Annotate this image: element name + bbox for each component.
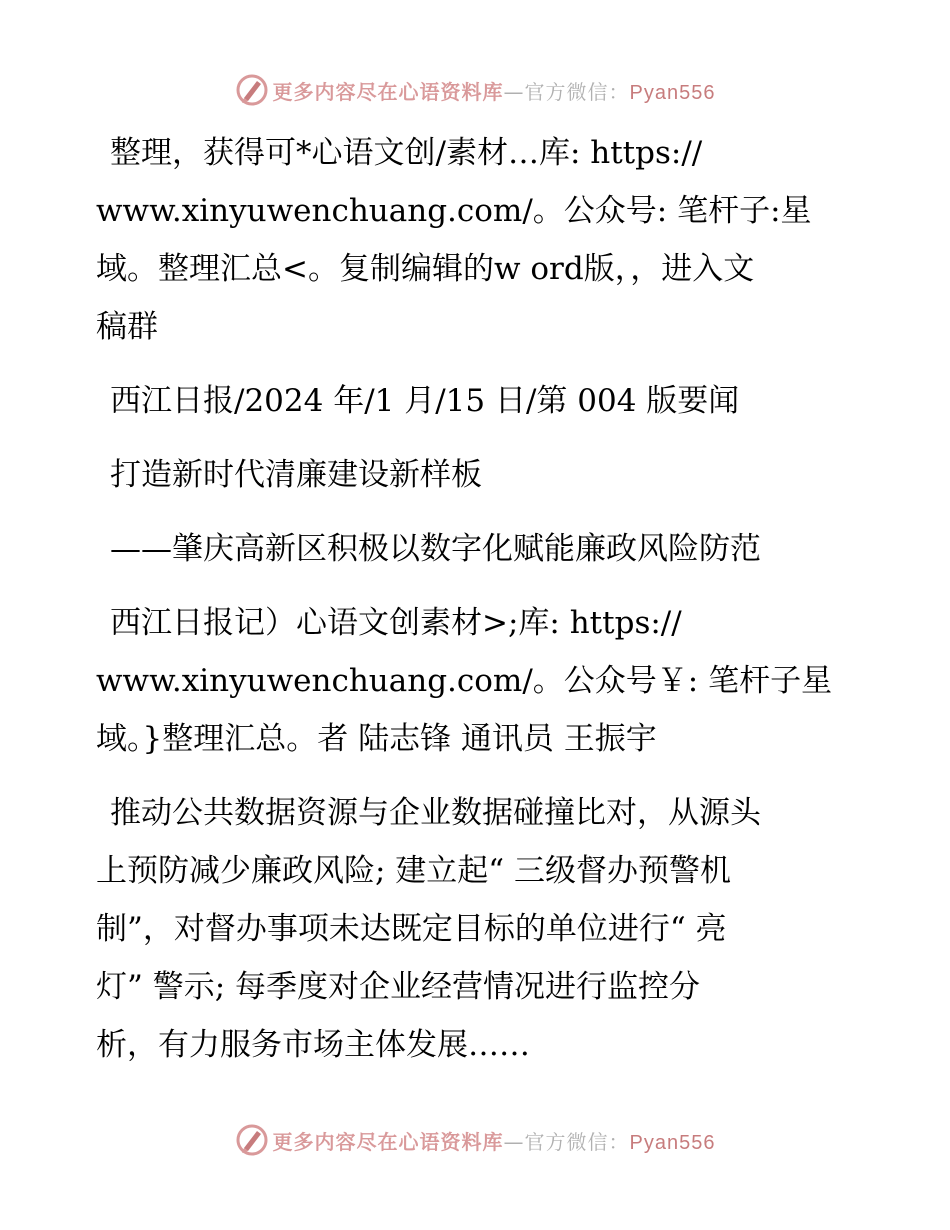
banner-separator: — <box>503 1129 525 1154</box>
subheadline: ——肇庆高新区积极以数字化赋能廉政风险防范 <box>110 531 761 567</box>
banner-wechat-label: 官方微信： <box>524 79 630 104</box>
document-body <box>96 124 836 1090</box>
lead-paragraph <box>96 784 836 1074</box>
headline: 打造新时代清廉建设新样板 <box>110 457 482 493</box>
banner-site-name: 更多内容尽在心语资料库 <box>272 79 504 104</box>
text-line: www.xinyuwenchuang.com/。公众号: 笔杆子:星 <box>96 193 812 229</box>
header-banner <box>0 70 950 110</box>
text-line: 灯” 警示; 每季度对企业经营情况进行监控分 <box>96 969 700 1005</box>
text-line: 稿群 <box>96 309 158 345</box>
text-line: 整理，获得可*心语文创/素材…库: https:// <box>110 135 703 171</box>
intro-paragraph <box>96 124 836 356</box>
header-banner-text <box>273 76 716 105</box>
banner-wechat-id: Pyan556 <box>629 81 716 104</box>
text-line: 西江日报记）心语文创素材>;库: https:// <box>110 605 682 641</box>
banner-wechat-id: Pyan556 <box>629 1131 716 1154</box>
footer-banner-text <box>273 1126 716 1155</box>
text-line: 上预防减少廉政风险; 建立起“ 三级督办预警机 <box>96 853 731 889</box>
text-line: 析，有力服务市场主体发展…… <box>96 1027 530 1063</box>
dateline: 西江日报/2024 年/1 月/15 日/第 004 版要闻 <box>110 383 740 419</box>
pen-logo-icon <box>235 1123 269 1157</box>
footer-banner <box>0 1120 950 1160</box>
byline-paragraph <box>96 594 836 768</box>
text-line: 制”，对督办事项未达既定目标的单位进行“ 亮 <box>96 911 727 947</box>
text-line: 域。整理汇总<。复制编辑的w ord版，，进入文 <box>96 251 755 287</box>
text-line: 域。}整理汇总。者 陆志锋 通讯员 王振宇 <box>96 721 657 757</box>
header-banner-content <box>235 73 716 107</box>
text-line: 推动公共数据资源与企业数据碰撞比对，从源头 <box>110 795 761 831</box>
text-line: www.xinyuwenchuang.com/。公众号￥: 笔杆子星 <box>96 663 833 699</box>
banner-separator: — <box>503 79 525 104</box>
pen-logo-icon <box>235 73 269 107</box>
banner-site-name: 更多内容尽在心语资料库 <box>272 1129 504 1154</box>
banner-wechat-label: 官方微信： <box>524 1129 630 1154</box>
footer-banner-content <box>235 1123 716 1157</box>
